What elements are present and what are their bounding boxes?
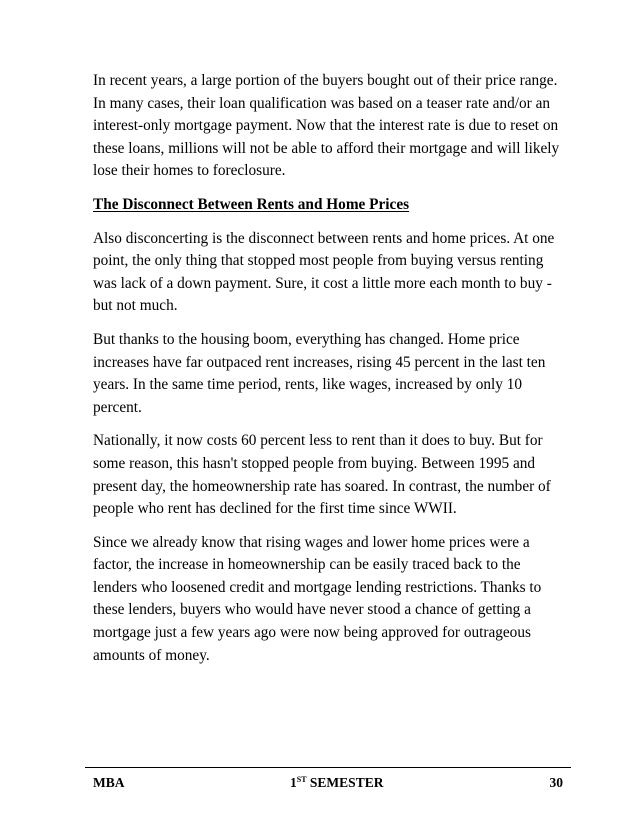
text-line: Since we already know that rising wages and lower home prices were a [93, 533, 530, 551]
text-line: increases have far outpaced rent increases, rising 45 percent in the last ten [93, 353, 546, 371]
text-line: percent. [93, 398, 142, 416]
paragraph-buyers-price-range [93, 70, 560, 183]
text-line: but not much. [93, 297, 178, 315]
semester-ordinal-suffix: ST [296, 775, 307, 784]
text-line: Also disconcerting is the disconnect between rents and home prices. At one [93, 229, 555, 247]
text-line: these lenders, buyers who would have never stood a chance of getting a [93, 601, 531, 619]
text-line: interest-only mortgage payment. Now that the interest rate is due to reset on [93, 117, 559, 135]
text-line: years. In the same time period, rents, like wages, increased by only 10 [93, 376, 523, 394]
text-line: mortgage just a few years ago were now being approved for outrageous [93, 624, 531, 642]
paragraph-rents-vs-prices [93, 228, 553, 318]
text-line: these loans, millions will not be able to afford their mortgage and will likely [93, 139, 560, 157]
text-line: In many cases, their loan qualification was based on a teaser rate and/or an [93, 94, 551, 112]
text-line: amounts of money. [93, 646, 210, 664]
text-line: Nationally, it now costs 60 percent less to rent than it does to buy. But for [93, 432, 543, 450]
section-heading: The Disconnect Between Rents and Home Prices [93, 195, 410, 213]
footer-divider [85, 767, 571, 768]
footer-program: MBA [93, 775, 125, 790]
text-line: factor, the increase in homeownership can be easily traced back to the [93, 556, 521, 574]
text-line: people who rent has declined for the first time since WWII. [93, 500, 457, 518]
paragraph-housing-boom [93, 329, 553, 419]
text-line: point, the only thing that stopped most people from buying versus renting [93, 252, 544, 270]
semester-label: SEMESTER [306, 775, 384, 790]
text-line: present day, the homeownership rate has soared. In contrast, the number of [93, 477, 551, 495]
page-body [93, 70, 560, 678]
text-line: But thanks to the housing boom, everything has changed. Home price [93, 330, 520, 348]
text-line: was lack of a down payment. Sure, it cost a little more each month to buy - [93, 274, 552, 292]
paragraph-lenders [93, 532, 553, 668]
text-line: some reason, this hasn't stopped people from buying. Between 1995 and [93, 454, 536, 472]
page-number: 30 [549, 775, 563, 790]
text-line: lose their homes to foreclosure. [93, 162, 286, 180]
text-line: In recent years, a large portion of the buyers bought out of their price range. [93, 72, 558, 89]
paragraph-rent-vs-buy-cost [93, 430, 553, 520]
footer-semester [290, 774, 383, 792]
semester-number: 1 [290, 775, 297, 790]
text-line: lenders who loosened credit and mortgage lending restrictions. Thanks to [93, 578, 542, 596]
